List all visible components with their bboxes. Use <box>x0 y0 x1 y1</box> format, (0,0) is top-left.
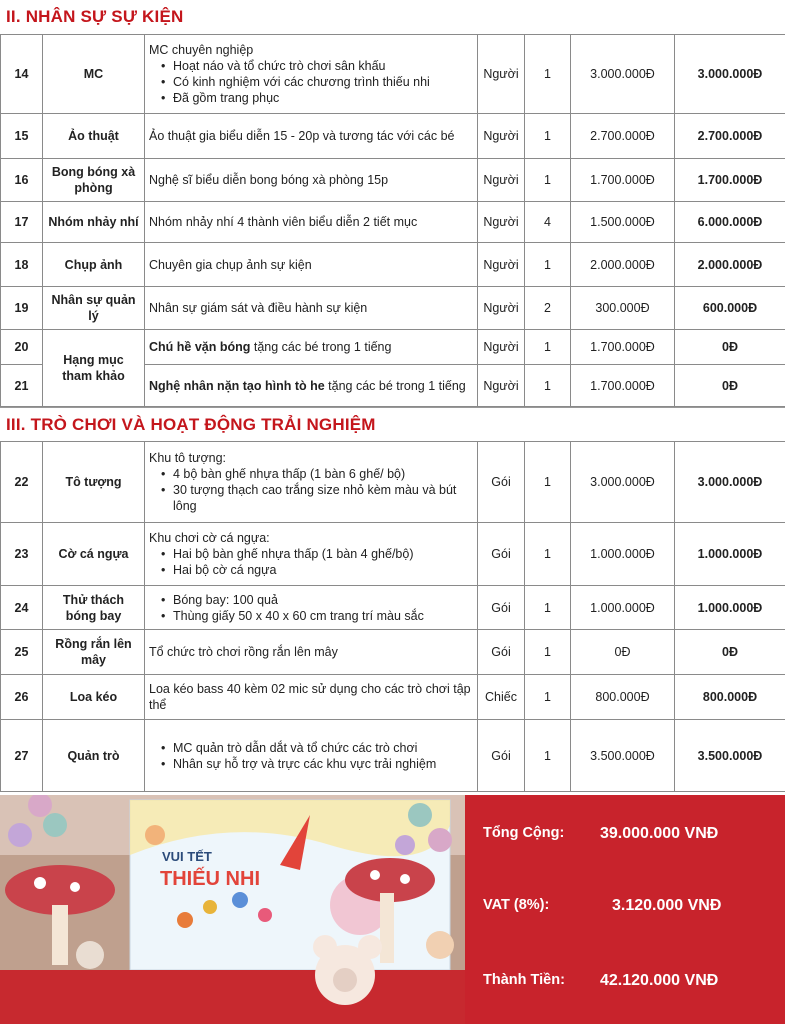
table-row <box>1 159 785 202</box>
row-total: 1.000.000Đ <box>675 586 785 630</box>
row-name: Quản trò <box>43 720 145 792</box>
row-price: 1.500.000Đ <box>571 202 675 243</box>
subtotal-value: 39.000.000 VNĐ <box>600 825 719 842</box>
row-no: 25 <box>1 630 43 675</box>
row-qty: 1 <box>525 35 571 114</box>
activities-table <box>0 441 785 792</box>
row-no: 14 <box>1 35 43 114</box>
desc-bullets <box>149 592 473 624</box>
row-unit: Gói <box>478 586 525 630</box>
row-desc: Nghệ sĩ biểu diễn bong bóng xà phòng 15p <box>145 159 478 202</box>
row-price: 1.700.000Đ <box>571 330 675 365</box>
row-price: 3.000.000Đ <box>571 442 675 523</box>
grand-total-row <box>465 972 785 990</box>
section-3-title <box>0 407 785 441</box>
desc-bullets <box>149 58 473 106</box>
row-total: 600.000Đ <box>675 287 785 330</box>
row-unit: Gói <box>478 442 525 523</box>
desc-rest: tặng các bé trong 1 tiếng <box>250 340 392 354</box>
table-row <box>1 114 785 159</box>
desc-bold: Chú hề vặn bóng <box>149 340 251 354</box>
row-total: 800.000Đ <box>675 675 785 720</box>
row-no: 16 <box>1 159 43 202</box>
row-unit: Gói <box>478 630 525 675</box>
row-price: 1.000.000Đ <box>571 586 675 630</box>
row-no: 27 <box>1 720 43 792</box>
row-qty: 1 <box>525 365 571 407</box>
row-unit: Người <box>478 243 525 287</box>
bullet-item: • Thùng giấy 50 x 40 x 60 cm trang trí màu sắc <box>149 608 473 624</box>
row-qty: 1 <box>525 330 571 365</box>
row-qty: 4 <box>525 202 571 243</box>
row-no: 19 <box>1 287 43 330</box>
bullet-item: • 30 tượng thạch cao trắng size nhỏ kèm màu và bút lông <box>149 482 473 514</box>
row-qty: 1 <box>525 114 571 159</box>
row-qty: 1 <box>525 159 571 202</box>
row-price: 2.700.000Đ <box>571 114 675 159</box>
row-unit: Người <box>478 287 525 330</box>
bullet-item: • Hai bộ cờ cá ngựa <box>149 562 473 578</box>
row-price: 2.000.000Đ <box>571 243 675 287</box>
desc-bullets <box>149 740 473 772</box>
row-unit: Gói <box>478 523 525 586</box>
row-name: Chụp ảnh <box>43 243 145 287</box>
row-no: 18 <box>1 243 43 287</box>
desc-bold: Nghệ nhân nặn tạo hình tò he <box>149 378 325 393</box>
row-unit: Gói <box>478 720 525 792</box>
row-total: 0Đ <box>675 365 785 407</box>
row-desc <box>145 442 478 523</box>
table-row <box>1 330 785 365</box>
table-row <box>1 35 785 114</box>
bullet-item: • Có kinh nghiệm với các chương trình thiếu nhi <box>149 74 473 90</box>
banner-line-1: VUI TẾT <box>162 849 212 864</box>
row-total: 0Đ <box>675 630 785 675</box>
row-desc: Nhân sự giám sát và điều hành sự kiện <box>145 287 478 330</box>
row-qty: 1 <box>525 523 571 586</box>
row-total: 0Đ <box>675 330 785 365</box>
bullet-item: • MC quản trò dẫn dắt và tổ chức các trò chơi <box>149 740 473 756</box>
bullet-item: • Bóng bay: 100 quả <box>149 592 473 608</box>
row-price: 3.500.000Đ <box>571 720 675 792</box>
row-desc: Ảo thuật gia biểu diễn 15 - 20p và tương tác với các bé <box>145 114 478 159</box>
table-row <box>1 630 785 675</box>
row-total: 1.700.000Đ <box>675 159 785 202</box>
row-name: Hạng mục tham khảo <box>43 330 145 407</box>
row-desc <box>145 35 478 114</box>
row-qty: 2 <box>525 287 571 330</box>
row-unit: Người <box>478 330 525 365</box>
row-desc <box>145 586 478 630</box>
table-row <box>1 586 785 630</box>
row-desc <box>145 365 478 407</box>
table-row <box>1 287 785 330</box>
row-name: Ảo thuật <box>43 114 145 159</box>
row-desc <box>145 720 478 792</box>
bottom-panel <box>0 795 785 1024</box>
grand-total-label: Thành Tiền: <box>483 972 565 988</box>
row-name: Tô tượng <box>43 442 145 523</box>
vat-value: 3.120.000 VNĐ <box>612 897 722 914</box>
table-row <box>1 243 785 287</box>
table-row <box>1 720 785 792</box>
row-total: 3.500.000Đ <box>675 720 785 792</box>
row-no: 22 <box>1 442 43 523</box>
row-total: 3.000.000Đ <box>675 35 785 114</box>
row-no: 20 <box>1 330 43 365</box>
row-total: 3.000.000Đ <box>675 442 785 523</box>
row-qty: 1 <box>525 243 571 287</box>
row-price: 1.700.000Đ <box>571 159 675 202</box>
row-desc: Nhóm nhảy nhí 4 thành viên biểu diễn 2 tiết mục <box>145 202 478 243</box>
section-2-title-text: II. NHÂN SỰ SỰ KIỆN <box>6 7 184 26</box>
row-name: Cờ cá ngựa <box>43 523 145 586</box>
desc-rest: tặng các bé trong 1 tiếng <box>324 378 466 393</box>
row-desc <box>145 523 478 586</box>
row-name: MC <box>43 35 145 114</box>
row-total: 1.000.000Đ <box>675 523 785 586</box>
row-name: Nhân sự quản lý <box>43 287 145 330</box>
row-price: 3.000.000Đ <box>571 35 675 114</box>
vat-label: VAT (8%): <box>483 897 550 913</box>
row-name: Thử thách bóng bay <box>43 586 145 630</box>
row-desc: Tổ chức trò chơi rồng rắn lên mây <box>145 630 478 675</box>
desc-bullets <box>149 546 473 578</box>
row-name: Rồng rắn lên mây <box>43 630 145 675</box>
stage-illustration <box>0 795 465 1024</box>
row-name: Loa kéo <box>43 675 145 720</box>
row-desc <box>145 330 478 365</box>
section-2-title <box>0 0 785 34</box>
row-no: 26 <box>1 675 43 720</box>
table-row <box>1 442 785 523</box>
row-name: Bong bóng xà phòng <box>43 159 145 202</box>
row-unit: Người <box>478 114 525 159</box>
row-unit: Người <box>478 365 525 407</box>
desc-intro: Khu chơi cờ cá ngựa: <box>149 531 270 545</box>
bullet-item: • Hoạt náo và tổ chức trò chơi sân khấu <box>149 58 473 74</box>
bullet-item: • Nhân sự hỗ trợ và trực các khu vực trải nghiệm <box>149 756 473 772</box>
vat-row <box>465 897 785 915</box>
bullet-item: • Hai bộ bàn ghế nhựa thấp (1 bàn 4 ghế/bộ) <box>149 546 473 562</box>
subtotal-label: Tổng Cộng: <box>483 825 565 841</box>
row-price: 300.000Đ <box>571 287 675 330</box>
row-total: 2.700.000Đ <box>675 114 785 159</box>
table-row <box>1 675 785 720</box>
personnel-table <box>0 34 785 407</box>
bullet-item: • 4 bộ bàn ghế nhựa thấp (1 bàn 6 ghế/ bộ) <box>149 466 473 482</box>
row-unit: Chiếc <box>478 675 525 720</box>
section-3-title-text: III. TRÒ CHƠI VÀ HOẠT ĐỘNG TRẢI NGHIỆM <box>6 414 376 434</box>
row-unit: Người <box>478 159 525 202</box>
row-qty: 1 <box>525 586 571 630</box>
row-price: 800.000Đ <box>571 675 675 720</box>
row-unit: Người <box>478 35 525 114</box>
row-total: 6.000.000Đ <box>675 202 785 243</box>
row-qty: 1 <box>525 442 571 523</box>
row-price: 1.700.000Đ <box>571 365 675 407</box>
row-no: 24 <box>1 586 43 630</box>
row-desc: Chuyên gia chụp ảnh sự kiện <box>145 243 478 287</box>
row-qty: 1 <box>525 630 571 675</box>
banner-line-2: THIẾU NHI <box>160 868 260 890</box>
row-desc: Loa kéo bass 40 kèm 02 mic sử dụng cho các trò chơi tập thể <box>145 675 478 720</box>
row-price: 0Đ <box>571 630 675 675</box>
row-qty: 1 <box>525 720 571 792</box>
desc-intro: MC chuyên nghiệp <box>149 43 254 57</box>
event-stage-photo <box>0 795 465 1024</box>
row-unit: Người <box>478 202 525 243</box>
row-qty: 1 <box>525 675 571 720</box>
desc-bullets <box>149 466 473 514</box>
row-total: 2.000.000Đ <box>675 243 785 287</box>
row-no: 15 <box>1 114 43 159</box>
bullet-item: • Đã gồm trang phục <box>149 90 473 106</box>
row-no: 21 <box>1 365 43 407</box>
row-no: 23 <box>1 523 43 586</box>
subtotal-row <box>465 825 785 843</box>
table-row <box>1 523 785 586</box>
desc-intro: Khu tô tượng: <box>149 451 227 465</box>
row-price: 1.000.000Đ <box>571 523 675 586</box>
row-name: Nhóm nhảy nhí <box>43 202 145 243</box>
grand-total-value: 42.120.000 VNĐ <box>600 972 719 989</box>
table-row <box>1 202 785 243</box>
row-no: 17 <box>1 202 43 243</box>
summary-panel <box>465 795 785 1024</box>
